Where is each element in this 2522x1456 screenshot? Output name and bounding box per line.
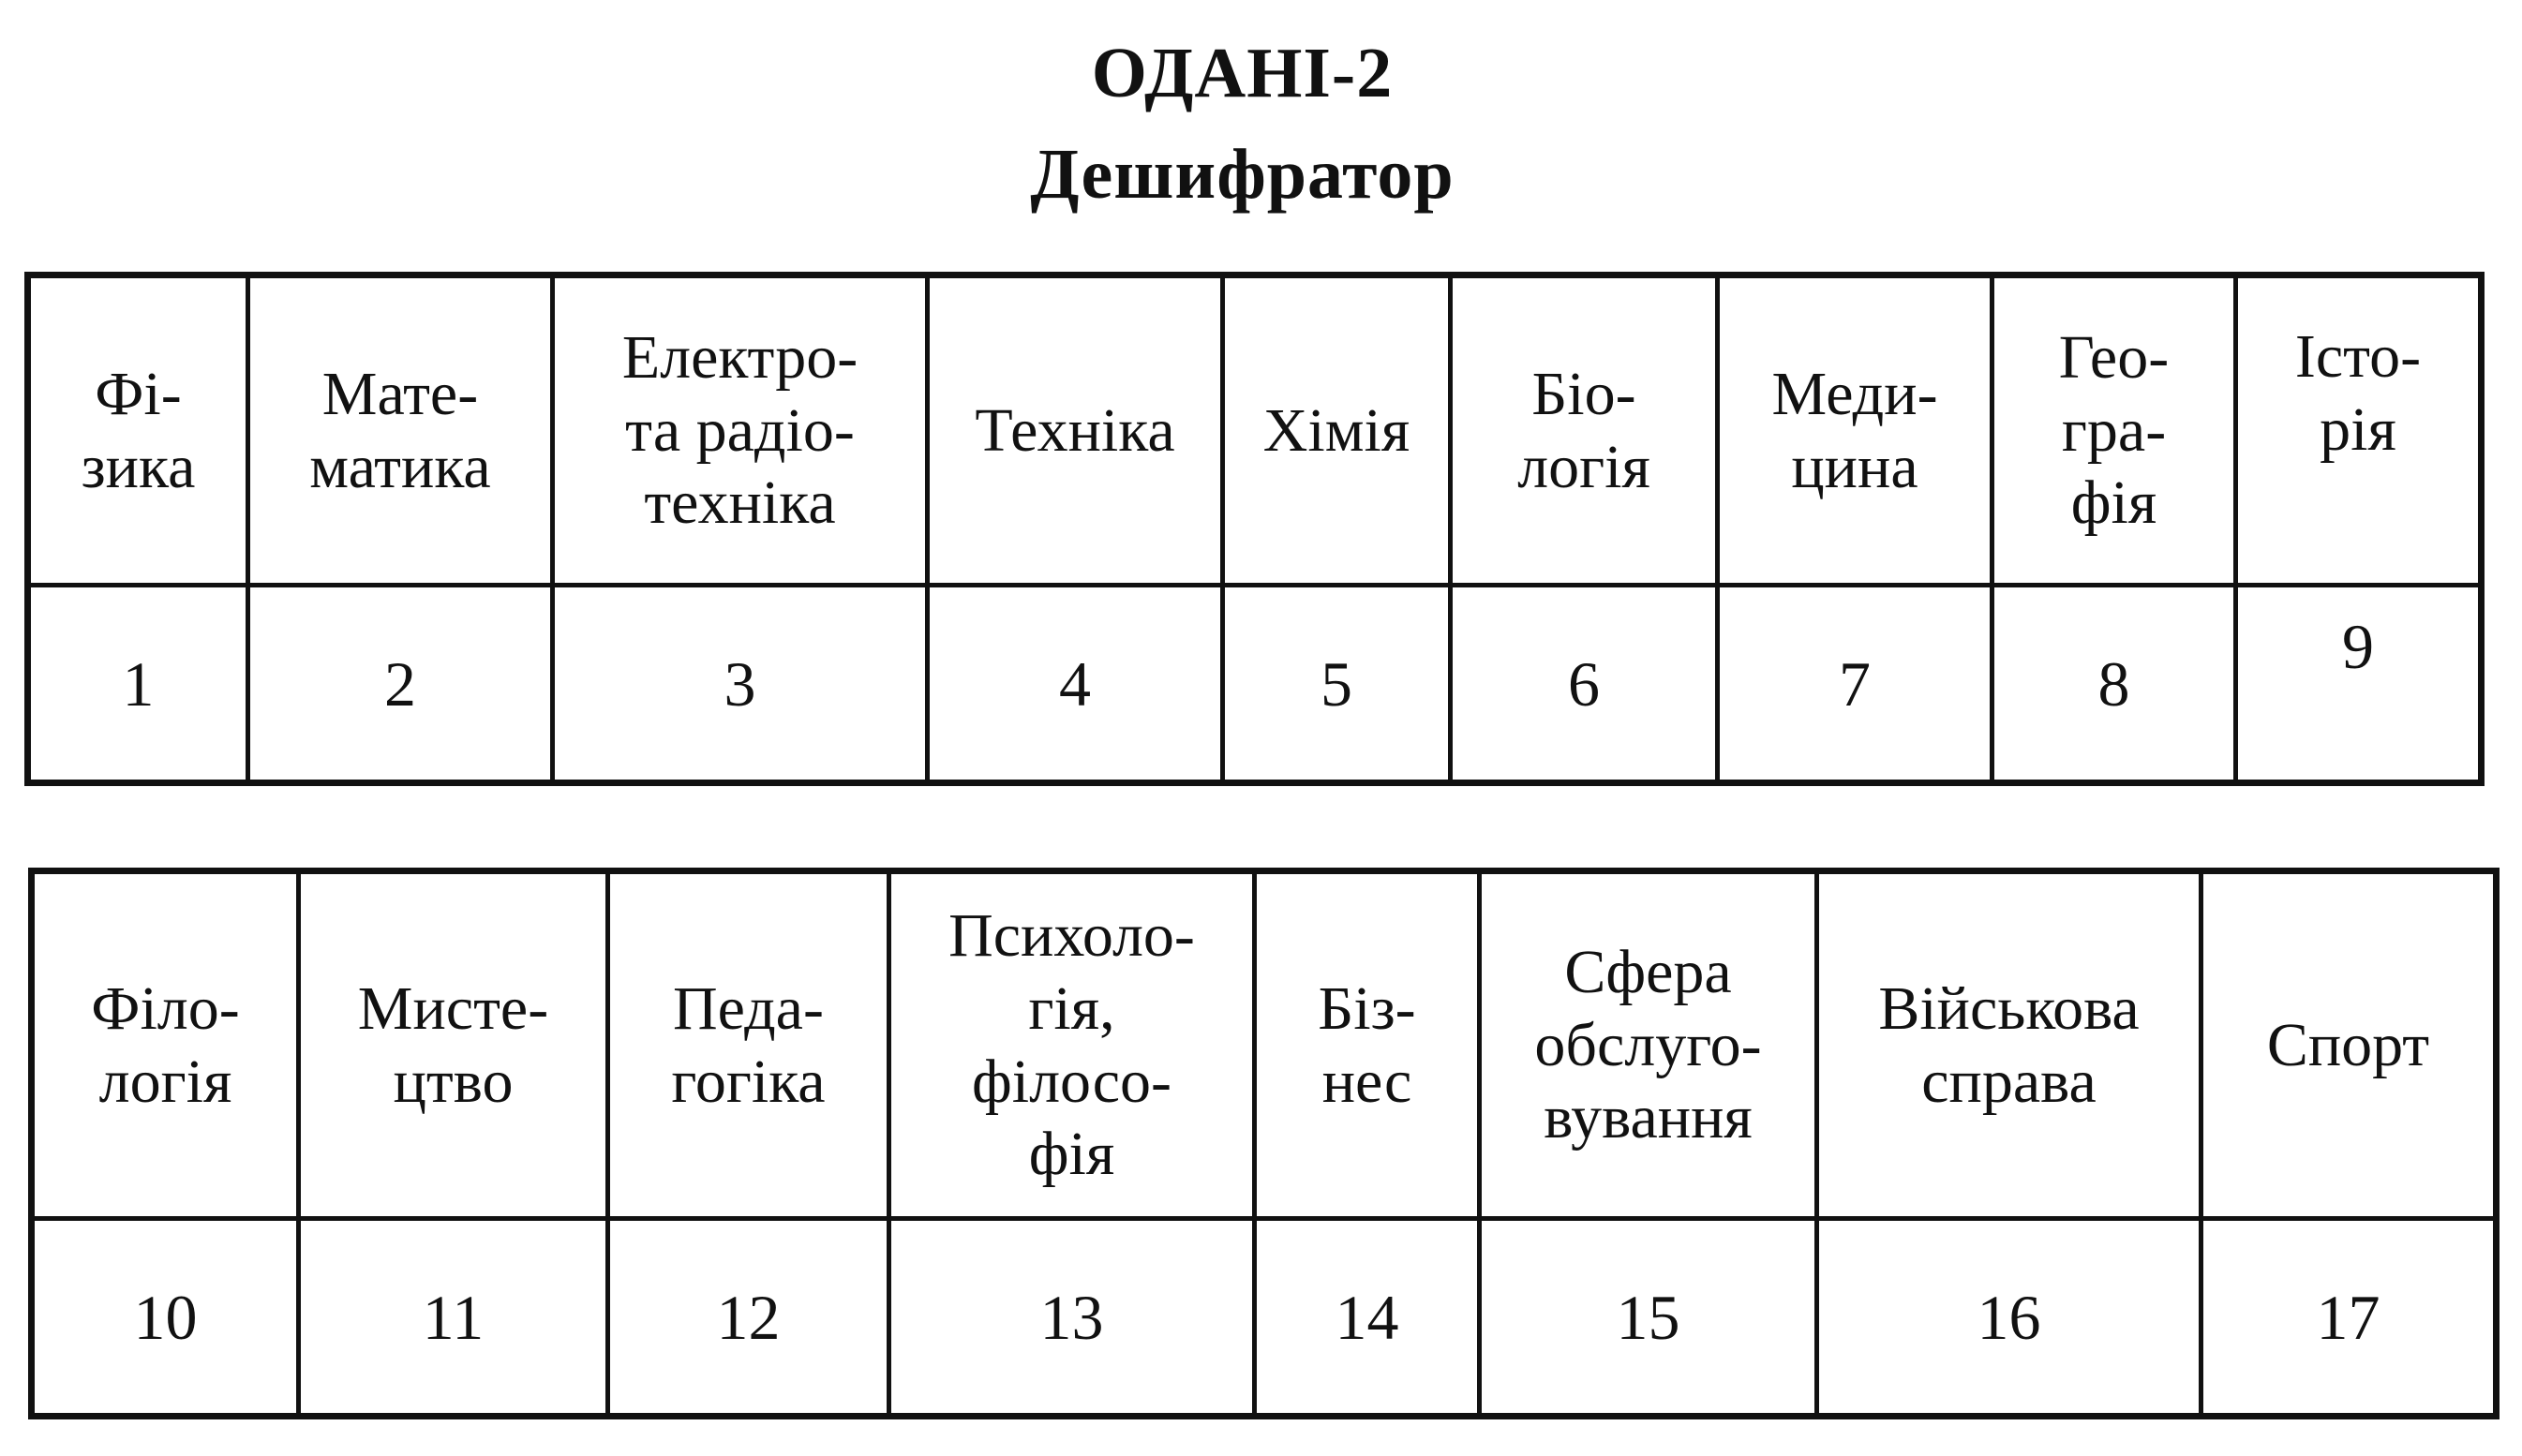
number-row: [32, 1219, 2497, 1417]
profession-row: [28, 275, 2482, 586]
field-number: 16: [1817, 1219, 2201, 1417]
field-number: 13: [889, 1219, 1255, 1417]
field-label-geography: Гео- гра- фія: [1992, 275, 2236, 586]
field-label-services: Сфера обслуго- вування: [1480, 871, 1817, 1219]
field-number: 7: [1718, 586, 1992, 783]
field-label-electronics: Електро- та радіо- техніка: [553, 275, 928, 586]
field-label-chemistry: Хімія: [1223, 275, 1451, 586]
field-number: 8: [1992, 586, 2236, 783]
field-number: 5: [1223, 586, 1451, 783]
field-label-biology: Біо- логія: [1451, 275, 1718, 586]
field-label-psychology: Психоло- гія, філосо- фія: [889, 871, 1255, 1219]
field-number: 17: [2201, 1219, 2497, 1417]
page-subtitle: Дешифратор: [1030, 135, 1455, 214]
decoder-table-2: [28, 868, 2500, 1419]
field-number: 10: [32, 1219, 299, 1417]
field-number: 12: [608, 1219, 889, 1417]
field-label-history: [2236, 275, 2482, 586]
field-label-mathematics: Мате- матика: [248, 275, 553, 586]
page-title: ОДАНІ-2: [1091, 34, 1394, 112]
profession-row: [32, 871, 2497, 1219]
field-label-philology: Філо- логія: [32, 871, 299, 1219]
field-number: 3: [553, 586, 928, 783]
field-label-engineering: Техніка: [928, 275, 1223, 586]
field-number: 6: [1451, 586, 1718, 783]
field-label-business: Біз- нес: [1255, 871, 1480, 1219]
field-number: [2236, 586, 2482, 783]
field-number: 14: [1255, 1219, 1480, 1417]
field-number: 4: [928, 586, 1223, 783]
decoder-table-1: [24, 272, 2485, 786]
field-number: 15: [1480, 1219, 1817, 1417]
field-label-sport: Спорт: [2201, 871, 2497, 1219]
field-label-physics: Фі- зика: [28, 275, 248, 586]
field-label-history-text: Істо- рія: [2294, 321, 2422, 464]
number-row: [28, 586, 2482, 783]
field-label-military: Військова справа: [1817, 871, 2201, 1219]
field-label-medicine: Меди- цина: [1718, 275, 1992, 586]
field-label-pedagogy: Педа- гогіка: [608, 871, 889, 1219]
field-label-art: Мисте- цтво: [299, 871, 608, 1219]
field-number: 2: [248, 586, 553, 783]
field-number-text: 9: [2342, 610, 2374, 682]
field-number: 1: [28, 586, 248, 783]
field-number: 11: [299, 1219, 608, 1417]
